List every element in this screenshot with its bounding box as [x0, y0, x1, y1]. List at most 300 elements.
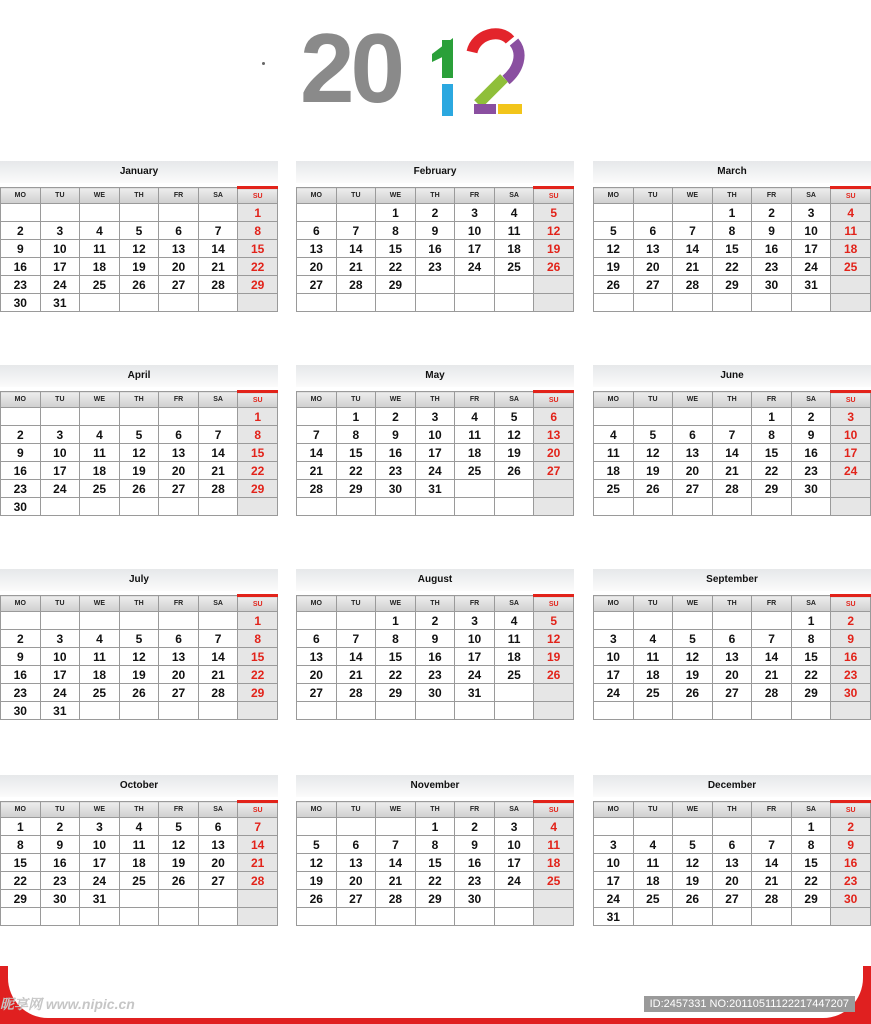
day-cell: 3: [594, 630, 634, 648]
day-cell: 30: [752, 276, 792, 294]
day-cell: [159, 294, 199, 312]
week-row: [297, 836, 574, 854]
day-cell: 2: [376, 408, 416, 426]
week-row: [1, 276, 278, 294]
day-cell: 16: [455, 854, 495, 872]
sunday-cell: 9: [831, 836, 871, 854]
day-cell: 6: [159, 426, 199, 444]
day-cell: 31: [594, 908, 634, 926]
sunday-cell: [238, 294, 278, 312]
day-cell: 7: [752, 630, 792, 648]
day-cell: [594, 702, 634, 720]
week-row: [1, 462, 278, 480]
week-row: [1, 240, 278, 258]
sunday-cell: 19: [534, 648, 574, 666]
day-cell: [633, 294, 673, 312]
month-title: June: [593, 365, 871, 387]
day-cell: 1: [1, 818, 41, 836]
week-row: [594, 222, 871, 240]
day-cell: 12: [159, 836, 199, 854]
day-cell: [673, 408, 713, 426]
day-cell: 7: [198, 222, 238, 240]
day-cell: 20: [297, 666, 337, 684]
month-table: [593, 800, 871, 926]
day-cell: 26: [119, 480, 159, 498]
weekday-header-row: [594, 596, 871, 612]
week-row: [297, 872, 574, 890]
day-cell: [119, 204, 159, 222]
day-cell: 27: [673, 480, 713, 498]
day-cell: 3: [455, 204, 495, 222]
day-cell: [119, 408, 159, 426]
day-cell: [159, 702, 199, 720]
day-cell: 24: [455, 666, 495, 684]
sunday-cell: 30: [831, 684, 871, 702]
day-cell: 25: [494, 258, 534, 276]
day-cell: 16: [1, 462, 41, 480]
day-cell: 12: [119, 444, 159, 462]
day-cell: 18: [594, 462, 634, 480]
day-cell: 2: [415, 612, 455, 630]
day-cell: 24: [455, 258, 495, 276]
day-cell: 5: [119, 630, 159, 648]
weekday-header: TH: [415, 188, 455, 204]
day-cell: 31: [80, 890, 120, 908]
day-cell: 8: [712, 222, 752, 240]
day-cell: 22: [376, 258, 416, 276]
day-cell: 12: [673, 648, 713, 666]
weekday-header: TH: [712, 392, 752, 408]
day-cell: [594, 204, 634, 222]
day-cell: [336, 498, 376, 516]
day-cell: [752, 908, 792, 926]
day-cell: 24: [80, 872, 120, 890]
day-cell: 12: [633, 444, 673, 462]
day-cell: 19: [594, 258, 634, 276]
day-cell: 4: [633, 630, 673, 648]
day-cell: 7: [336, 630, 376, 648]
month-may: [296, 365, 574, 516]
day-cell: 3: [40, 426, 80, 444]
day-cell: 9: [40, 836, 80, 854]
day-cell: [673, 294, 713, 312]
day-cell: 1: [752, 408, 792, 426]
month-table: [593, 594, 871, 720]
year-prefix: 20: [300, 13, 402, 123]
weekday-header: WE: [80, 188, 120, 204]
week-row: [594, 498, 871, 516]
day-cell: [455, 294, 495, 312]
day-cell: 10: [594, 648, 634, 666]
weekday-header-row: [1, 596, 278, 612]
day-cell: 4: [80, 630, 120, 648]
day-cell: [159, 890, 199, 908]
weekday-header: MO: [1, 596, 41, 612]
day-cell: [159, 612, 199, 630]
day-cell: 25: [594, 480, 634, 498]
weekday-header: FR: [159, 802, 199, 818]
day-cell: 14: [198, 648, 238, 666]
day-cell: 6: [633, 222, 673, 240]
sunday-cell: 23: [831, 666, 871, 684]
weekday-header: SU: [534, 188, 574, 204]
day-cell: [494, 294, 534, 312]
day-cell: [119, 890, 159, 908]
day-cell: [594, 612, 634, 630]
month-title: December: [593, 775, 871, 797]
day-cell: [494, 276, 534, 294]
day-cell: [494, 684, 534, 702]
month-february: [296, 161, 574, 312]
month-table: [593, 186, 871, 312]
day-cell: 15: [415, 854, 455, 872]
day-cell: 2: [791, 408, 831, 426]
sunday-cell: [534, 480, 574, 498]
week-row: [297, 258, 574, 276]
day-cell: 17: [791, 240, 831, 258]
day-cell: 23: [455, 872, 495, 890]
weekday-header: TH: [712, 596, 752, 612]
month-title: May: [296, 365, 574, 387]
weekday-header: FR: [752, 392, 792, 408]
weekday-header: FR: [159, 596, 199, 612]
day-cell: [415, 294, 455, 312]
sunday-cell: 22: [238, 462, 278, 480]
day-cell: [494, 890, 534, 908]
day-cell: 24: [791, 258, 831, 276]
day-cell: [80, 498, 120, 516]
day-cell: 5: [633, 426, 673, 444]
day-cell: 6: [712, 630, 752, 648]
weekday-header: TU: [40, 802, 80, 818]
day-cell: 3: [80, 818, 120, 836]
day-cell: 11: [494, 222, 534, 240]
week-row: [594, 648, 871, 666]
sunday-cell: 27: [534, 462, 574, 480]
sunday-cell: 12: [534, 222, 574, 240]
week-row: [594, 836, 871, 854]
sunday-cell: 15: [238, 648, 278, 666]
day-cell: 31: [455, 684, 495, 702]
weekday-header: TU: [336, 596, 376, 612]
weekday-header: TU: [633, 188, 673, 204]
day-cell: [198, 890, 238, 908]
day-cell: 13: [712, 854, 752, 872]
day-cell: [494, 702, 534, 720]
week-row: [297, 462, 574, 480]
day-cell: 4: [494, 204, 534, 222]
day-cell: 9: [1, 444, 41, 462]
day-cell: 25: [494, 666, 534, 684]
sunday-cell: 7: [238, 818, 278, 836]
day-cell: 23: [415, 666, 455, 684]
weekday-header: FR: [159, 392, 199, 408]
day-cell: 31: [40, 702, 80, 720]
weekday-header: TU: [336, 802, 376, 818]
week-row: [1, 204, 278, 222]
day-cell: 23: [376, 462, 416, 480]
weekday-header: TH: [119, 392, 159, 408]
day-cell: 21: [336, 258, 376, 276]
weekday-header: WE: [80, 596, 120, 612]
day-cell: 27: [159, 480, 199, 498]
day-cell: 17: [40, 462, 80, 480]
weekday-header: SA: [198, 802, 238, 818]
weekday-header: MO: [594, 392, 634, 408]
day-cell: 15: [376, 240, 416, 258]
week-row: [1, 426, 278, 444]
weekday-header: FR: [455, 802, 495, 818]
day-cell: 28: [712, 480, 752, 498]
week-row: [594, 684, 871, 702]
month-table: [296, 390, 574, 516]
day-cell: 10: [594, 854, 634, 872]
day-cell: 27: [633, 276, 673, 294]
week-row: [1, 836, 278, 854]
day-cell: [455, 498, 495, 516]
day-cell: 25: [633, 890, 673, 908]
day-cell: 14: [752, 854, 792, 872]
weekday-header: SA: [494, 596, 534, 612]
week-row: [297, 276, 574, 294]
day-cell: 22: [791, 872, 831, 890]
weekday-header: TH: [712, 188, 752, 204]
day-cell: 10: [494, 836, 534, 854]
day-cell: [673, 908, 713, 926]
day-cell: 28: [673, 276, 713, 294]
day-cell: 4: [633, 836, 673, 854]
day-cell: 21: [198, 462, 238, 480]
sunday-cell: [534, 684, 574, 702]
day-cell: [336, 612, 376, 630]
decor-dot: [262, 62, 265, 65]
weekday-header: WE: [376, 802, 416, 818]
day-cell: [80, 612, 120, 630]
weekday-header: SU: [534, 802, 574, 818]
day-cell: 17: [80, 854, 120, 872]
day-cell: [80, 204, 120, 222]
weekday-header: TU: [633, 596, 673, 612]
sunday-cell: 1: [238, 204, 278, 222]
day-cell: 5: [119, 426, 159, 444]
week-row: [1, 666, 278, 684]
day-cell: [297, 498, 337, 516]
month-title: January: [0, 161, 278, 183]
weekday-header-row: [297, 188, 574, 204]
day-cell: 12: [297, 854, 337, 872]
day-cell: 30: [1, 294, 41, 312]
sunday-cell: 17: [831, 444, 871, 462]
weekday-header: WE: [673, 596, 713, 612]
sunday-cell: 10: [831, 426, 871, 444]
weekday-header: SA: [494, 188, 534, 204]
image-id-label: ID:2457331 NO:20110511122217447207: [644, 996, 855, 1012]
day-cell: [791, 702, 831, 720]
day-cell: 18: [80, 258, 120, 276]
day-cell: 19: [673, 872, 713, 890]
week-row: [594, 426, 871, 444]
day-cell: 24: [594, 684, 634, 702]
year-title: [300, 13, 560, 123]
month-table: [296, 800, 574, 926]
weekday-header-row: [1, 188, 278, 204]
day-cell: 20: [159, 258, 199, 276]
weekday-header: FR: [455, 392, 495, 408]
weekday-header: FR: [752, 596, 792, 612]
weekday-header: WE: [376, 596, 416, 612]
sunday-cell: 8: [238, 630, 278, 648]
sunday-cell: 28: [238, 872, 278, 890]
weekday-header: MO: [297, 392, 337, 408]
weekday-header: TU: [40, 188, 80, 204]
day-cell: 24: [40, 276, 80, 294]
day-cell: 15: [791, 648, 831, 666]
day-cell: 22: [1, 872, 41, 890]
day-cell: 21: [297, 462, 337, 480]
day-cell: [752, 498, 792, 516]
day-cell: 21: [712, 462, 752, 480]
sunday-cell: 5: [534, 612, 574, 630]
day-cell: 4: [119, 818, 159, 836]
sunday-cell: [238, 498, 278, 516]
weekday-header-row: [1, 392, 278, 408]
day-cell: 27: [297, 684, 337, 702]
weekday-header-row: [594, 392, 871, 408]
day-cell: 14: [752, 648, 792, 666]
day-cell: [712, 294, 752, 312]
day-cell: 3: [791, 204, 831, 222]
day-cell: [673, 204, 713, 222]
day-cell: 23: [791, 462, 831, 480]
day-cell: 9: [791, 426, 831, 444]
sunday-cell: [831, 480, 871, 498]
month-title: February: [296, 161, 574, 183]
day-cell: 8: [376, 222, 416, 240]
day-cell: [752, 612, 792, 630]
week-row: [297, 294, 574, 312]
month-title: November: [296, 775, 574, 797]
day-cell: 28: [297, 480, 337, 498]
day-cell: 8: [415, 836, 455, 854]
month-november: [296, 775, 574, 926]
day-cell: [80, 294, 120, 312]
day-cell: 13: [297, 240, 337, 258]
day-cell: 5: [673, 836, 713, 854]
day-cell: 1: [415, 818, 455, 836]
day-cell: [159, 498, 199, 516]
day-cell: 18: [633, 872, 673, 890]
day-cell: 29: [752, 480, 792, 498]
week-row: [1, 258, 278, 276]
month-october: [0, 775, 278, 926]
day-cell: [336, 908, 376, 926]
day-cell: [119, 612, 159, 630]
day-cell: [198, 294, 238, 312]
day-cell: [633, 818, 673, 836]
sunday-cell: 6: [534, 408, 574, 426]
month-title: September: [593, 569, 871, 591]
weekday-header: TU: [336, 392, 376, 408]
day-cell: [712, 612, 752, 630]
day-cell: [594, 498, 634, 516]
week-row: [594, 818, 871, 836]
day-cell: 20: [159, 666, 199, 684]
day-cell: [40, 408, 80, 426]
weekday-header: SA: [198, 596, 238, 612]
day-cell: [673, 702, 713, 720]
day-cell: 18: [80, 462, 120, 480]
day-cell: 26: [594, 276, 634, 294]
weekday-header: FR: [752, 802, 792, 818]
day-cell: 15: [791, 854, 831, 872]
day-cell: 29: [791, 890, 831, 908]
day-cell: [40, 908, 80, 926]
weekday-header: TH: [119, 188, 159, 204]
day-cell: [673, 498, 713, 516]
day-cell: 11: [494, 630, 534, 648]
day-cell: 27: [712, 684, 752, 702]
day-cell: 5: [494, 408, 534, 426]
weekday-header: SA: [791, 802, 831, 818]
day-cell: 20: [712, 666, 752, 684]
sunday-cell: 2: [831, 818, 871, 836]
day-cell: 7: [336, 222, 376, 240]
month-table: [0, 800, 278, 926]
day-cell: 26: [159, 872, 199, 890]
day-cell: [455, 702, 495, 720]
day-cell: [297, 702, 337, 720]
day-cell: 16: [376, 444, 416, 462]
weekday-header: SU: [238, 596, 278, 612]
day-cell: 9: [415, 222, 455, 240]
day-cell: [673, 818, 713, 836]
week-row: [1, 480, 278, 498]
day-cell: 26: [633, 480, 673, 498]
sunday-cell: 5: [534, 204, 574, 222]
week-row: [594, 204, 871, 222]
day-cell: 26: [673, 684, 713, 702]
day-cell: 20: [198, 854, 238, 872]
week-row: [297, 908, 574, 926]
day-cell: [494, 498, 534, 516]
day-cell: 26: [119, 684, 159, 702]
sunday-cell: 21: [238, 854, 278, 872]
month-august: [296, 569, 574, 720]
sunday-cell: 2: [831, 612, 871, 630]
day-cell: 2: [415, 204, 455, 222]
month-title: March: [593, 161, 871, 183]
weekday-header: TH: [415, 596, 455, 612]
day-cell: 25: [80, 684, 120, 702]
day-cell: 11: [455, 426, 495, 444]
weekday-header: SU: [238, 802, 278, 818]
sunday-cell: 23: [831, 872, 871, 890]
day-cell: 1: [791, 818, 831, 836]
week-row: [297, 222, 574, 240]
day-cell: 10: [455, 630, 495, 648]
day-cell: 1: [712, 204, 752, 222]
day-cell: 15: [336, 444, 376, 462]
weekday-header: FR: [455, 188, 495, 204]
day-cell: 16: [415, 648, 455, 666]
day-cell: 21: [752, 666, 792, 684]
day-cell: 8: [752, 426, 792, 444]
day-cell: 29: [791, 684, 831, 702]
day-cell: 25: [455, 462, 495, 480]
sunday-cell: 22: [238, 258, 278, 276]
day-cell: [297, 908, 337, 926]
day-cell: 28: [336, 684, 376, 702]
